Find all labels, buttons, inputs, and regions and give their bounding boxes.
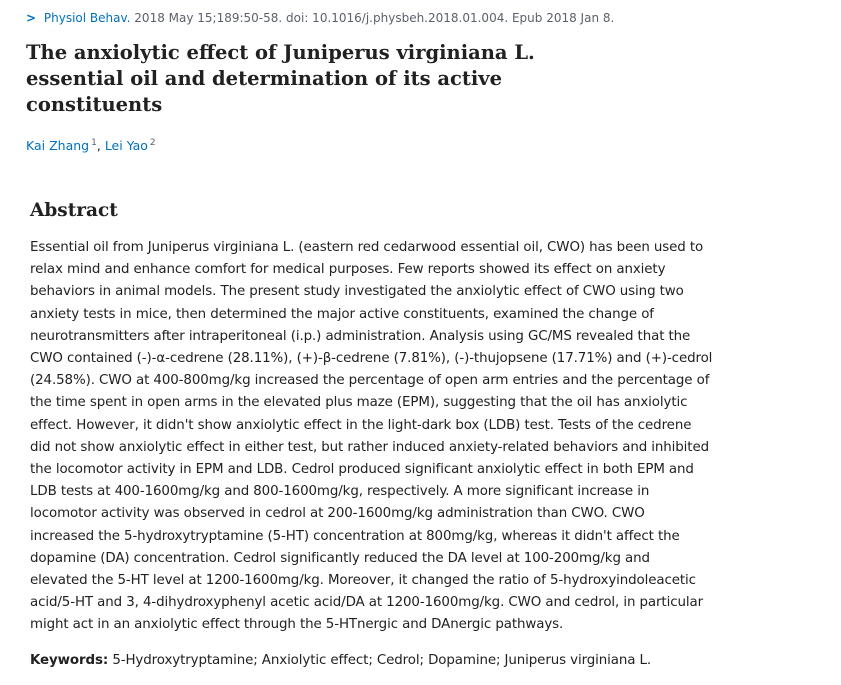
- citation-details: 2018 May 15;189:50-58. doi: 10.1016/j.physbeh.2018.01.004. Epub 2018 Jan 8.: [134, 11, 615, 25]
- keywords-label: Keywords:: [30, 653, 109, 668]
- abstract-line: relax mind and enhance comfort for medical purposes. Few reports showed its effect on anxiety: [30, 262, 666, 278]
- author-separator: ,: [96, 138, 101, 154]
- author-link[interactable]: Kai Zhang: [26, 138, 90, 154]
- article-title-line: The anxiolytic effect of Juniperus virginiana L.: [26, 41, 535, 64]
- citation-line: [26, 10, 614, 26]
- journal-link[interactable]: Physiol Behav.: [43, 11, 131, 25]
- abstract-line: elevated the 5-HT level at 1200-1600mg/kg. Moreover, it changed the ratio of 5-hydroxyindoleacetic: [30, 573, 696, 589]
- abstract-line: acid/5-HT and 3, 4-dihydroxyphenyl acetic acid/DA at 1200-1600mg/kg. CWO and cedrol, in particular: [30, 595, 703, 611]
- author-link[interactable]: Lei Yao: [104, 138, 148, 154]
- abstract-heading: Abstract: [30, 200, 118, 221]
- abstract-line: might act in an anxiolytic effect through the 5-HTnergic and DAnergic pathways.: [30, 617, 564, 633]
- abstract-line: behaviors in animal models. The present study investigated the anxiolytic effect of CWO using two: [30, 284, 684, 300]
- abstract-line: dopamine (DA) concentration. Cedrol significantly reduced the DA level at 100-200mg/kg and: [30, 550, 650, 566]
- author-list: [26, 134, 156, 155]
- abstract-body: [30, 237, 820, 637]
- abstract-line: increased the 5-hydroxytryptamine (5-HT) concentration at 800mg/kg, whereas it didn't affect the: [30, 528, 680, 544]
- keywords-text: 5-Hydroxytryptamine; Anxiolytic effect; Cedrol; Dopamine; Juniperus virginiana L.: [112, 653, 652, 668]
- abstract-line: did not show anxiolytic effect in either test, but rather induced anxiety-related behaviors and inhibited: [30, 439, 709, 455]
- abstract-line: effect. However, it didn't show anxiolytic effect in the light-dark box (LDB) test. Tests of the cedrene: [30, 417, 692, 433]
- affiliation-marker[interactable]: 1: [91, 138, 97, 148]
- article-title-line: essential oil and determination of its active: [26, 67, 503, 90]
- keywords: [30, 651, 651, 671]
- chevron-right-icon[interactable]: >: [26, 11, 37, 25]
- abstract-line: LDB tests at 400-1600mg/kg and 800-1600mg/kg, respectively. A more significant increase in: [30, 484, 650, 500]
- abstract-line: anxiety tests in mice, then determined the major active constituents, examined the change of: [30, 306, 654, 322]
- abstract-line: the time spent in open arms in the elevated plus maze (EPM), suggesting that the oil has anxiolytic: [30, 395, 688, 411]
- abstract-line: locomotor activity was observed in cedrol at 200-1600mg/kg administration than CWO. CWO: [30, 506, 645, 522]
- abstract-line: the locomotor activity in EPM and LDB. Cedrol produced significant anxiolytic effect in both EPM and: [30, 462, 694, 478]
- abstract-line: Essential oil from Juniperus virginiana L. (eastern red cedarwood essential oil, CWO) has been used to: [30, 240, 704, 255]
- abstract-line: (24.58%). CWO at 400-800mg/kg increased the percentage of open arm entries and the percentage of: [30, 373, 710, 389]
- article-title: [26, 40, 746, 118]
- abstract-line: neurotransmitters after intraperitoneal (i.p.) administration. Analysis using GC/MS revealed that the: [30, 328, 691, 344]
- affiliation-marker[interactable]: 2: [149, 138, 156, 148]
- article-title-line: constituents: [26, 93, 163, 116]
- abstract-line: CWO contained (-)-α-cedrene (28.11%), (+)-β-cedrene (7.81%), (-)-thujopsene (17.71%) and (+)-cedrol: [30, 351, 713, 367]
